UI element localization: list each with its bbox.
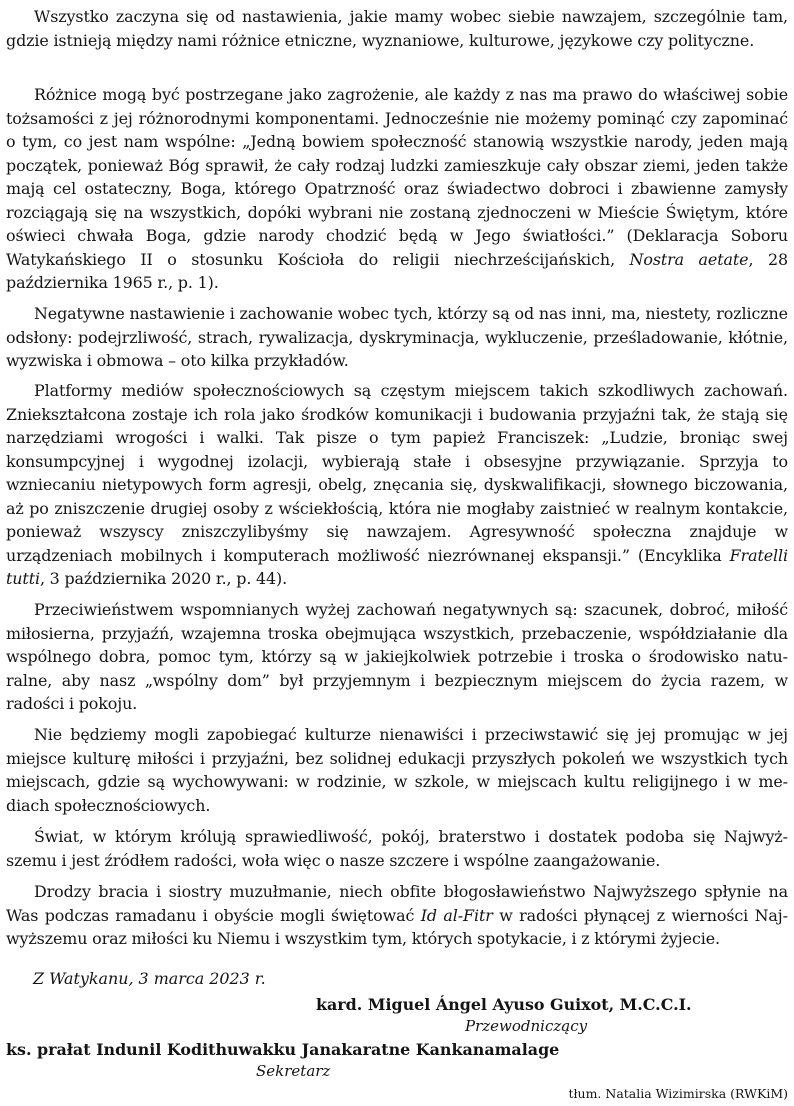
signatory-role: Sekretarz xyxy=(256,1062,331,1080)
paragraph xyxy=(6,83,788,295)
paragraph xyxy=(6,302,788,373)
paragraph xyxy=(6,379,788,591)
paragraph-text: Wszystko zaczyna się od nastawienia, jakie mamy wobec siebie nawzajem, szczególnie tam, gdzie istnieją między nami różnice etniczne, wyznaniowe, kulturowe, językowe czy polityczne. xyxy=(6,7,788,50)
paragraph xyxy=(6,5,788,52)
paragraph-text: Negatywne nastawienie i zachowanie wobec tych, którzy są od nas inni, ma, niestety, rozliczne odsłony: podejrzliwość, strach, rywalizacja, dyskryminacja, wykluczenie, prześladowanie, kłótnie, wyzwiska i obmowa – oto kilka przykładów. xyxy=(6,304,788,370)
paragraph-text: Platformy mediów społecznościowych są częstym miejscem takich szkodliwych zachowań. Zniekształcona zostaje ich rola jako środków komunikacji i budowania przyjaźni tak, że stają się narzędziami wrogości i walki. Tak pisze o tym papież Franciszek: „Ludzie, broniąc swej konsumpcyjnej i wygodnej izolacji, wybierają stałe i obsesyjne przywiązanie. Sprzyja to wzniecaniu nietypowych form agresji, obelg, znęcania się, dyskwalifikacji, słownego biczowania, aż po zniszczenie drugiej osoby z wściekłością, która nie mogłaby zaistnieć w realnym kontakcie, ponieważ wszyscy zniszczylibyśmy się nawzajem. Agresywność społeczna znajduje w urządzeniach mobilnych i komputerach możliwość niezrównanej ekspansji.” (Encyklika xyxy=(6,381,788,565)
italic-title: Id al-Fitr xyxy=(420,905,493,925)
paragraph-text: Świat, w którym królują sprawiedliwość, pokój, braterstwo i dostatek podoba się Najwyższemu i jest źródłem radości, woła więc o nasze szczere i wspólne zaangażowanie. xyxy=(6,827,788,870)
signatory-name: ks. prałat Indunil Kodithuwakku Janakaratne Kankanamalage xyxy=(6,1040,560,1059)
italic-title: Fratelli tutti xyxy=(6,545,788,588)
paragraph xyxy=(6,598,788,716)
signatory-role: Przewodniczący xyxy=(465,1017,588,1035)
paragraph xyxy=(6,825,788,872)
translator-credit: tłum. Natalia Wizimirska (RWKiM) xyxy=(568,1086,788,1101)
signatory-name: kard. Miguel Ángel Ayuso Guixot, M.C.C.I. xyxy=(316,995,692,1014)
paragraph-text: Różnice mogą być postrzegane jako zagrożenie, ale każdy z nas ma prawo do właściwej sobie tożsamości z jej różnorodnymi komponentami. Jednocześnie nie możemy pominąć czy zapominać o tym, co jest nam wspólne: „Jedną bowiem społeczność stanowią wszystkie narody, jeden mają początek, ponieważ Bóg sprawił, że cały rodzaj ludzki zamieszkuje cały obszar ziemi, jeden także mają cel ostateczny, Boga, którego Opatrzność oraz świadectwo dobroci i zbawienne zamysły rozciągają się na wszystkich, dopóki wybrani nie zostaną zjednoczeni w Mieście Świętym, które oświeci chwała Boga, gdzie narody chodzić będą w Jego światłości.” (Deklaracja Soboru Watykańskiego II o stosunku Kościoła do religii niechrześcijańskich, xyxy=(6,85,788,269)
paragraph-text: Nie będziemy mogli zapobiegać kulturze nienawiści i przeciwstawić się jej promując w jej miejsce kulturę miłości i przyjaźni, bez solidnej edukacji przyszłych pokoleń we wszystkich tych miejscach, gdzie są wychowywani: w rodzinie, w szkole, w miejscach kultu religijnego i w mediach społecznościowych. xyxy=(6,725,788,815)
paragraph-text: Drodzy bracia i siostry muzułmanie, niech obfite błogosławieństwo Najwyższego spłynie na Was podczas ramadanu i obyście mogli świętować xyxy=(6,882,788,925)
paragraph-text: w radości płynącej z wierności Najwyższemu oraz miłości ku Niemu i wszystkim tym, których spotykacie, i z którymi żyjecie. xyxy=(6,905,788,948)
paragraph-text: , 28 października 1965 r., p. 1). xyxy=(6,249,788,292)
paragraph-text: , 3 października 2020 r., p. 44). xyxy=(39,569,288,588)
paragraph xyxy=(6,880,788,951)
paragraph-text: Przeciwieństwem wspomnianych wyżej zachowań negatywnych są: szacunek, dobroć, miłość miłosierna, przyjaźń, wzajemna troska obejmująca wszystkich, przebaczenie, współdziałanie dla wspólnego dobra, pomoc tym, którzy są w jakiejkolwiek potrzebie i troska o środowisko naturalne, aby nasz „wspólny dom” był przyjemnym i bezpiecznym miejscem do życia razem, w radości i pokoju. xyxy=(6,600,788,713)
italic-title: Nostra aetate xyxy=(629,249,749,269)
paragraph xyxy=(6,723,788,817)
place-and-date: Z Watykanu, 3 marca 2023 r. xyxy=(33,969,266,988)
